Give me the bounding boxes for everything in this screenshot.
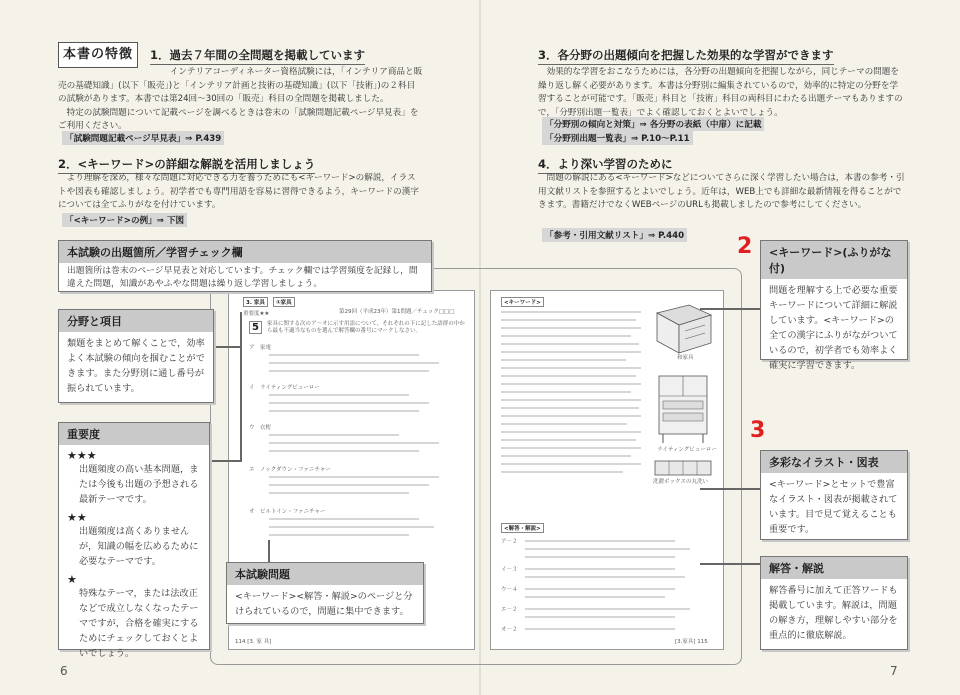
- connector-keyword: [700, 308, 760, 310]
- sample-field-tag-2: ①家具: [273, 297, 295, 307]
- checks-box-title: 本試験の出題箇所／学習チェック欄: [59, 241, 431, 263]
- section-1-para-1: インテリアコーディネーター資格試験には，「インテリア商品と販売の基礎知識」(以下「販売」)と「インテリア計画と技術の基礎知識」(以下「技術」)の２科目の試験があります。本書では第24回～30回の「販売」科目の全問題を掲載しました。: [58, 67, 423, 104]
- answer-box-body: 解答番号に加えて正答ワードも掲載しています。解説は，問題の解き方，理解しやすい部分を重点的に徹底解説。: [769, 585, 898, 641]
- section-1-body: [58, 66, 423, 134]
- section-4-body: [538, 172, 906, 213]
- section-1-para-2: 特定の試験問題について記載ページを調べるときは巻末の「試験問題記載ページ早見表」をご利用ください。: [58, 107, 419, 131]
- sample-question-text: 家具に関する次のア～オに示す用語について，それぞれの下に記した語群の中から最も不適当なものを選んで解答欄の番号にマークしなさい。: [267, 321, 465, 334]
- sample-answer-b: イ－３: [501, 567, 518, 573]
- connector-illust: [700, 488, 760, 490]
- exam-box-body: <キーワード><解答・解説>のページと分けられているので，問題に集中できます。: [235, 591, 413, 617]
- connector-level-vertical: [240, 312, 242, 462]
- sample-answer-title: <解答・解説>: [501, 523, 544, 533]
- sample-left-footer: 114 [3. 家 具]: [235, 639, 272, 645]
- section-3-body: [538, 66, 906, 120]
- sample-keyword-title: <キーワード>: [501, 297, 544, 307]
- answer-box: [760, 556, 908, 650]
- sample-item-c: ウ 衣桁: [249, 425, 272, 431]
- checks-box-body: 出題箇所は巻末のページ早見表と対応しています。チェック欄では学習頻度を記録し，間違えた問題，知識があやふやな問題は繰り返し学習しましょう。: [67, 266, 418, 289]
- sample-illustration-caption-2: ライティングビューロー: [657, 447, 717, 453]
- section-4-ref: 「参考・引用文献リスト」⇒ P.440: [542, 228, 687, 242]
- importance-box-title: 重要度: [59, 423, 209, 445]
- left-page-number: 6: [60, 664, 68, 678]
- importance-3-stars: ★★★: [67, 449, 97, 462]
- sample-question-number: 5: [249, 321, 262, 334]
- marker-3: 3: [750, 418, 766, 443]
- illustration-box-body: <キーワード>とセットで豊富なイラスト・図表が掲載されています。目で見て覚えることも重要です。: [769, 479, 898, 535]
- section-2-ref: 「<キーワード>の例」⇒ 下図: [62, 213, 187, 227]
- sample-level: 重要度★★: [243, 311, 270, 317]
- sample-answer-d: エ－２: [501, 607, 518, 613]
- section-3-para-1: 効果的な学習をおこなうためには，各分野の出題傾向を把握しながら，同じテーマの問題を繰り返し解く必要があります。本書は分野別に編集されているので，効率的に特定の分野を学習することが可能です。「販売」科目と「技術」科目の両科目にわたる出題テーマもありますので，「分野別出題一覧表」でよく確認しておくとよいでしょう。: [538, 67, 903, 118]
- sample-item-d: エ ノックダウン・ファニチャー: [249, 467, 331, 473]
- section-3-ref-2: 「分野別出題一覧表」⇒ P.10～P.11: [542, 131, 693, 145]
- connector-answer: [700, 563, 760, 565]
- section-3-title: 3．各分野の出題傾向を把握した効果的な学習ができます: [538, 47, 834, 65]
- sample-check: 第29回（平成23年）第1問題／チェック□□□: [339, 309, 455, 315]
- field-box: [58, 309, 214, 403]
- sample-right-footer: [3.家具] 115: [675, 639, 708, 645]
- sample-furniture-illustration: [649, 301, 717, 486]
- importance-1-stars: ★: [67, 573, 77, 586]
- sample-item-a: ア 家電: [249, 345, 272, 351]
- importance-3-text: 出題頻度の高い基本問題，または今後も出題の予想される最新テーマです。: [79, 464, 199, 505]
- keyword-box-title: <キーワード>(ふりがな付): [761, 241, 907, 279]
- sample-illustration-caption-1: 和家具: [677, 355, 694, 361]
- field-box-title: 分野と項目: [59, 310, 213, 332]
- illustration-box: [760, 450, 908, 540]
- sample-answer-e: オ－２: [501, 627, 518, 633]
- features-badge: 本書の特徴: [58, 42, 138, 68]
- sample-item-b: イ ライティングビューロー: [249, 385, 320, 391]
- checks-box: [58, 240, 432, 292]
- keyword-box-body: 問題を理解する上で必要な重要キーワードについて詳細に解説しています。<キーワード>の全ての漢字にふりがながついているので，初学者でも効率よく確実に学習できます。: [769, 285, 898, 371]
- section-3-ref-1: 「分野別の傾向と対策」⇒ 各分野の表紙（中扉）に記載: [542, 117, 764, 131]
- section-2-para-1: より理解を深め，様々な問題に対応できる力を養うためにも<キーワード>の解説，イラストや図表も確認しましょう。初学者でも専門用語を容易に習得できるよう，キーワードの漢字については全てふりがなを付けています。: [58, 173, 419, 210]
- marker-2: 2: [737, 234, 753, 259]
- sample-field-tag: 3. 家具: [243, 297, 268, 307]
- right-page-number: 7: [890, 664, 898, 678]
- connector-field: [214, 346, 240, 348]
- sample-keyword-page: [490, 290, 724, 650]
- field-box-body: 類題をまとめて解くことで，効率よく本試験の傾向を掴むことができます。また分野別に通し番号が振られています。: [67, 338, 205, 394]
- importance-box: [58, 422, 210, 659]
- connector-exam: [268, 540, 270, 564]
- sample-illustration-caption-3: 洗濯ボックスの丸洗い: [653, 479, 708, 485]
- importance-1-text: 特殊なテーマ，または法改正などで成立しなくなったテーマですが，合格を確実にするためにチェックしておくとよいでしょう。: [79, 588, 199, 659]
- illustration-box-title: 多彩なイラスト・図表: [761, 451, 907, 473]
- exam-box-title: 本試験問題: [227, 563, 423, 585]
- section-4-para-1: 問題の解説にある<キーワード>などについてさらに深く学習したい場合は，本書の参考・引用文献リストを参照するとよいでしょう。近年は，WEB上でも詳細な最新情報を得ることができます。書籍だけでなくWEBページのURLも掲載しましたので参考にしてください。: [538, 173, 905, 210]
- section-4-title: 4．より深い学習のために: [538, 156, 673, 174]
- section-1-ref: 「試験問題記載ページ早見表」⇒ P.439: [62, 131, 224, 145]
- section-1-title: 1．過去７年間の全問題を掲載しています: [150, 47, 365, 65]
- importance-2-stars: ★★: [67, 511, 87, 524]
- section-2-title: 2．<キーワード>の詳細な解説を活用しましょう: [58, 156, 315, 174]
- section-2-body: [58, 172, 423, 213]
- connector-level: [206, 460, 242, 462]
- sample-answer-a: ア－２: [501, 539, 518, 545]
- keyword-box: [760, 240, 908, 371]
- importance-2-text: 出題頻度は高くありませんが，知識の幅を広めるために必要なテーマです。: [79, 526, 199, 567]
- sample-item-e: オ ビルトイン・ファニチャー: [249, 509, 326, 515]
- exam-box: [226, 562, 424, 624]
- answer-box-title: 解答・解説: [761, 557, 907, 579]
- sample-answer-c: ウ－４: [501, 587, 518, 593]
